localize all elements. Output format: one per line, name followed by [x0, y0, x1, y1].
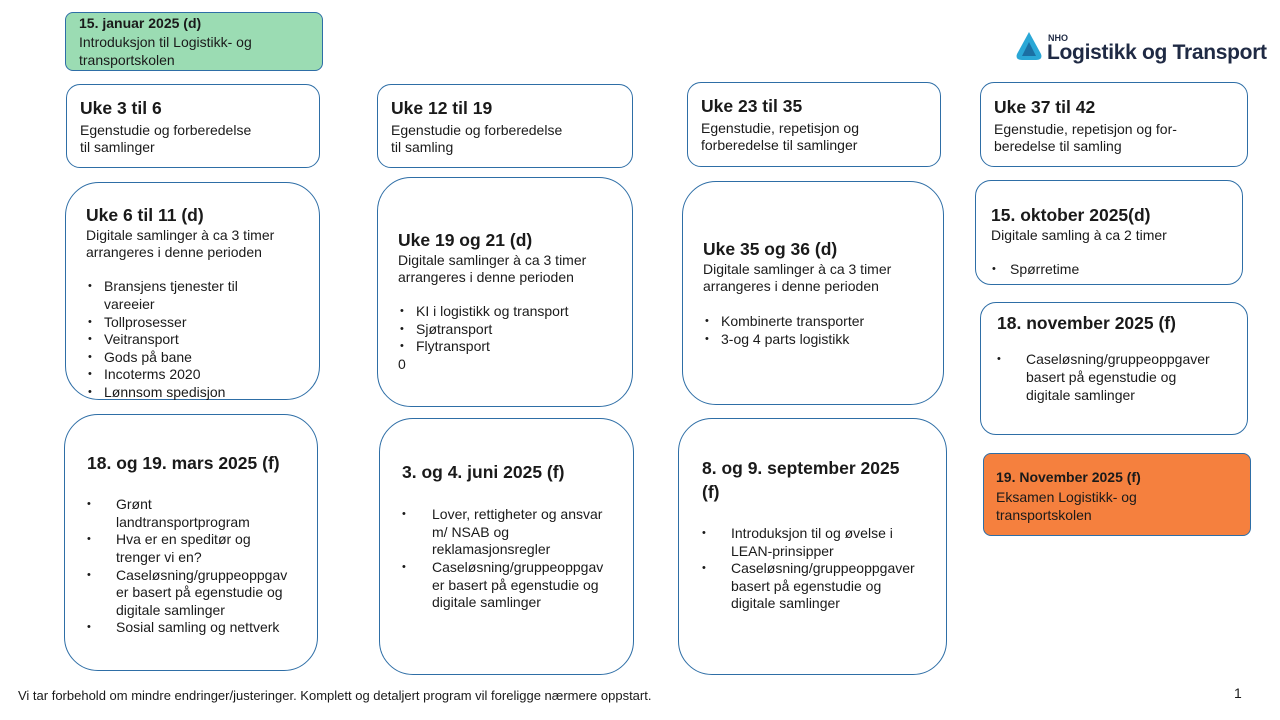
- exam-date: 19. November 2025 (f): [996, 469, 1141, 485]
- logo-small-text: NHO: [1048, 33, 1068, 43]
- list-item: m/ NSAB og: [432, 524, 510, 540]
- col1-study-title: Uke 3 til 6: [80, 98, 162, 118]
- list-item: landtransportprogram: [116, 514, 250, 530]
- col3-study-line2: forberedelse til samlinger: [701, 137, 858, 153]
- col4-digital-box: 15. oktober 2025(d) Digitale samling à ca 2 timer • Spørretime: [975, 180, 1243, 285]
- list-item: digitale samlinger: [116, 602, 225, 618]
- list-item: 3-og 4 parts logistikk: [721, 331, 850, 347]
- list-item: LEAN-prinsipper: [731, 543, 834, 559]
- col3-digital-line1: Digitale samlinger à ca 3 timer: [703, 261, 892, 277]
- list-item: Sosial samling og nettverk: [116, 619, 280, 635]
- exam-box: [983, 453, 1251, 536]
- list-item: vareeier: [104, 296, 155, 312]
- col4-study-line1: Egenstudie, repetisjon og for-: [994, 121, 1177, 137]
- col1-physical-box: 18. og 19. mars 2025 (f) • Grønt landtransportprogram • Hva er en speditør og trenger vi en? • Caseløsning/gruppeoppgav er basert på egenstudie og digitale samlinger • Sosial samling og nettverk: [64, 414, 318, 671]
- list-item: Caseløsning/gruppeoppgaver: [1026, 351, 1210, 367]
- col4-digital-line1: Digitale samling à ca 2 timer: [991, 227, 1167, 243]
- col4-study-title: Uke 37 til 42: [994, 97, 1096, 117]
- col4-physical-title: 18. november 2025 (f): [997, 313, 1176, 333]
- list-item: basert på egenstudie og: [731, 578, 882, 594]
- col2-digital-title: Uke 19 og 21 (d): [398, 230, 533, 250]
- list-item: er basert på egenstudie og: [432, 577, 599, 593]
- list-item: Kombinerte transporter: [721, 313, 865, 329]
- list-item: Spørretime: [1010, 261, 1080, 277]
- list-item: Bransjens tjenester til: [104, 278, 238, 294]
- col2-digital-box: Uke 19 og 21 (d) Digitale samlinger à ca 3 timer arrangeres i denne perioden • KI i logistikk og transport • Sjøtransport • Flytransport 0: [377, 177, 633, 407]
- col4-study-line2: beredelse til samling: [994, 138, 1122, 154]
- col3-digital-box: Uke 35 og 36 (d) Digitale samlinger à ca 3 timer arrangeres i denne perioden • Kombinerte transporter • 3-og 4 parts logistikk: [682, 181, 944, 405]
- list-item: Tollprosesser: [104, 314, 187, 330]
- list-item: digitale samlinger: [1026, 387, 1135, 403]
- col2-physical-title: 3. og 4. juni 2025 (f): [402, 462, 565, 482]
- list-item: Caseløsning/gruppeoppgaver: [731, 560, 915, 576]
- intro-box: [65, 12, 323, 71]
- col3-digital-title: Uke 35 og 36 (d): [703, 239, 838, 259]
- col2-study-line2: til samling: [391, 139, 454, 155]
- col2-study-title: Uke 12 til 19: [391, 98, 493, 118]
- col1-study-box: [66, 84, 320, 168]
- logo-title: Logistikk og Transport: [1047, 41, 1267, 64]
- stray-text: 0: [398, 356, 406, 372]
- col1-digital-title: Uke 6 til 11 (d): [86, 205, 204, 225]
- col1-digital-box: Uke 6 til 11 (d) Digitale samlinger à ca 3 timer arrangeres i denne perioden • Bransjens tjenester til vareeier • Tollprosesser • Veitransport • Gods på bane • Incoterms 2020 • Lønnsom spedisjon: [65, 182, 320, 400]
- logo-drop-icon: [1012, 30, 1046, 62]
- col4-physical-box: 18. november 2025 (f) • Caseløsning/gruppeoppgaver basert på egenstudie og digitale samlinger: [980, 302, 1248, 435]
- list-item: KI i logistikk og transport: [416, 303, 569, 319]
- col3-digital-line2: arrangeres i denne perioden: [703, 278, 879, 294]
- intro-date: 15. januar 2025 (d): [79, 15, 202, 31]
- list-item: reklamasjonsregler: [432, 541, 551, 557]
- col3-study-box: [687, 82, 941, 167]
- col1-study-line2: til samlinger: [80, 139, 155, 155]
- col1-digital-line1: Digitale samlinger à ca 3 timer: [86, 227, 275, 243]
- col3-study-line1: Egenstudie, repetisjon og: [701, 120, 859, 136]
- list-item: Caseløsning/gruppeoppgav: [432, 559, 604, 575]
- list-item: Incoterms 2020: [104, 366, 201, 382]
- list-item: Lover, rettigheter og ansvar: [432, 506, 603, 522]
- col3-physical-title: 8. og 9. september 2025: [702, 458, 900, 478]
- footer-disclaimer: Vi tar forbehold om mindre endringer/justeringer. Komplett og detaljert program vil foreligge nærmere oppstart.: [18, 688, 652, 703]
- col2-digital-line2: arrangeres i denne perioden: [398, 269, 574, 285]
- col1-digital-line2: arrangeres i denne perioden: [86, 244, 262, 260]
- col2-physical-box: 3. og 4. juni 2025 (f) • Lover, rettigheter og ansvar m/ NSAB og reklamasjonsregler • Caseløsning/gruppeoppgav er basert på egenstudie og digitale samlinger: [379, 418, 634, 675]
- list-item: Hva er en speditør og: [116, 531, 251, 547]
- col3-physical-box: 8. og 9. september 2025 (f) • Introduksjon til og øvelse i LEAN-prinsipper • Caseløsning/gruppeoppgaver basert på egenstudie og digitale samlinger: [678, 418, 947, 675]
- intro-line1: Introduksjon til Logistikk- og: [79, 34, 252, 50]
- list-item: Veitransport: [104, 331, 179, 347]
- list-item: Introduksjon til og øvelse i: [731, 525, 893, 541]
- list-item: Flytransport: [416, 338, 490, 354]
- list-item: basert på egenstudie og: [1026, 369, 1177, 385]
- col1-physical-title: 18. og 19. mars 2025 (f): [87, 453, 280, 473]
- list-item: Caseløsning/gruppeoppgav: [116, 567, 288, 583]
- list-item: Gods på bane: [104, 349, 192, 365]
- col1-study-line1: Egenstudie og forberedelse: [80, 122, 252, 138]
- exam-line1: Eksamen Logistikk- og: [996, 489, 1137, 505]
- col3-physical-title-suffix: (f): [702, 482, 720, 502]
- col2-digital-line1: Digitale samlinger à ca 3 timer: [398, 252, 587, 268]
- col4-study-box: [980, 82, 1248, 167]
- intro-line2: transportskolen: [79, 52, 175, 68]
- col2-study-box: [377, 84, 633, 168]
- page-number: 1: [1234, 685, 1242, 701]
- list-item: trenger vi en?: [116, 549, 202, 565]
- exam-line2: transportskolen: [996, 507, 1092, 523]
- col2-study-line1: Egenstudie og forberedelse: [391, 122, 563, 138]
- col3-study-title: Uke 23 til 35: [701, 96, 803, 116]
- list-item: digitale samlinger: [432, 594, 541, 610]
- list-item: Lønnsom spedisjon: [104, 384, 226, 400]
- list-item: Sjøtransport: [416, 321, 493, 337]
- list-item: er basert på egenstudie og: [116, 584, 283, 600]
- col4-digital-title: 15. oktober 2025(d): [991, 205, 1151, 225]
- list-item: Grønt: [116, 496, 152, 512]
- list-item: digitale samlinger: [731, 595, 840, 611]
